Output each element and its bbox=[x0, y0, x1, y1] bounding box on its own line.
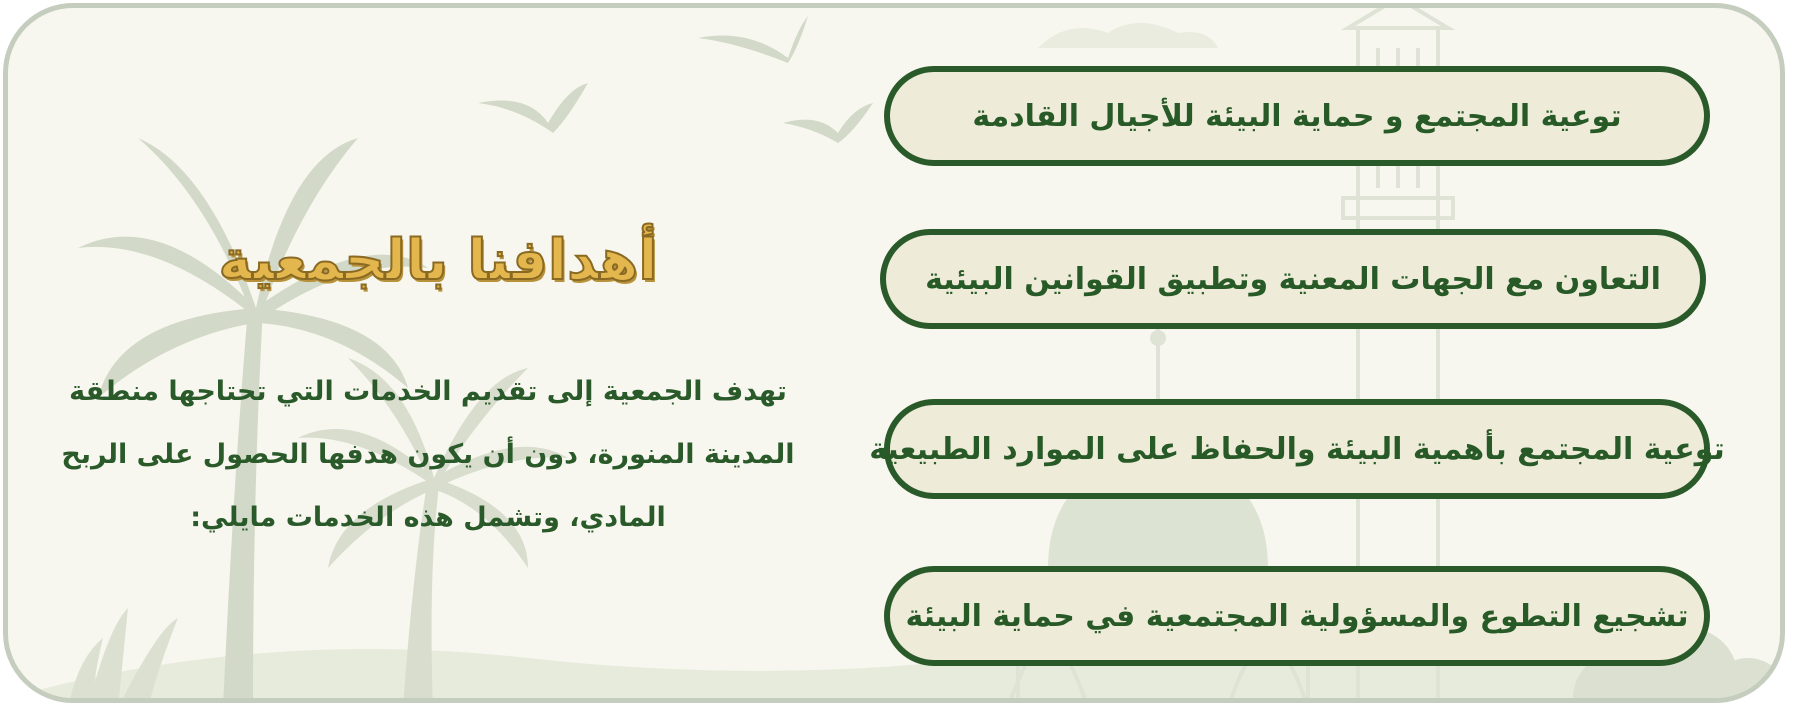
goal-item-4 bbox=[884, 566, 1710, 666]
bird-icon bbox=[783, 103, 873, 143]
goal-item-3 bbox=[869, 399, 1725, 499]
goals-card bbox=[3, 3, 1785, 703]
goal-item-2 bbox=[880, 229, 1706, 329]
bird-icon bbox=[698, 16, 808, 63]
goal-label: توعية المجتمع و حماية البيئة للأجيال القادمة bbox=[972, 98, 1622, 134]
cloud-shape bbox=[1038, 23, 1218, 48]
bird-icon bbox=[478, 83, 588, 133]
section-description: تهدف الجمعية إلى تقديم الخدمات التي تحتاجها منطقة المدينة المنورة، دون أن يكون هدفها الحصول على الربح المادي، وتشمل هذه الخدمات مايلي: bbox=[61, 376, 795, 533]
goal-item-1 bbox=[884, 66, 1710, 166]
goal-label: التعاون مع الجهات المعنية وتطبيق القوانين البيئية bbox=[925, 261, 1661, 297]
goal-label: توعية المجتمع بأهمية البيئة والحفاظ على الموارد الطبيعية bbox=[869, 431, 1725, 467]
goal-label: تشجيع التطوع والمسؤولية المجتمعية في حماية البيئة bbox=[905, 598, 1689, 634]
section-title: أهدافنا بالجمعية bbox=[218, 228, 658, 293]
